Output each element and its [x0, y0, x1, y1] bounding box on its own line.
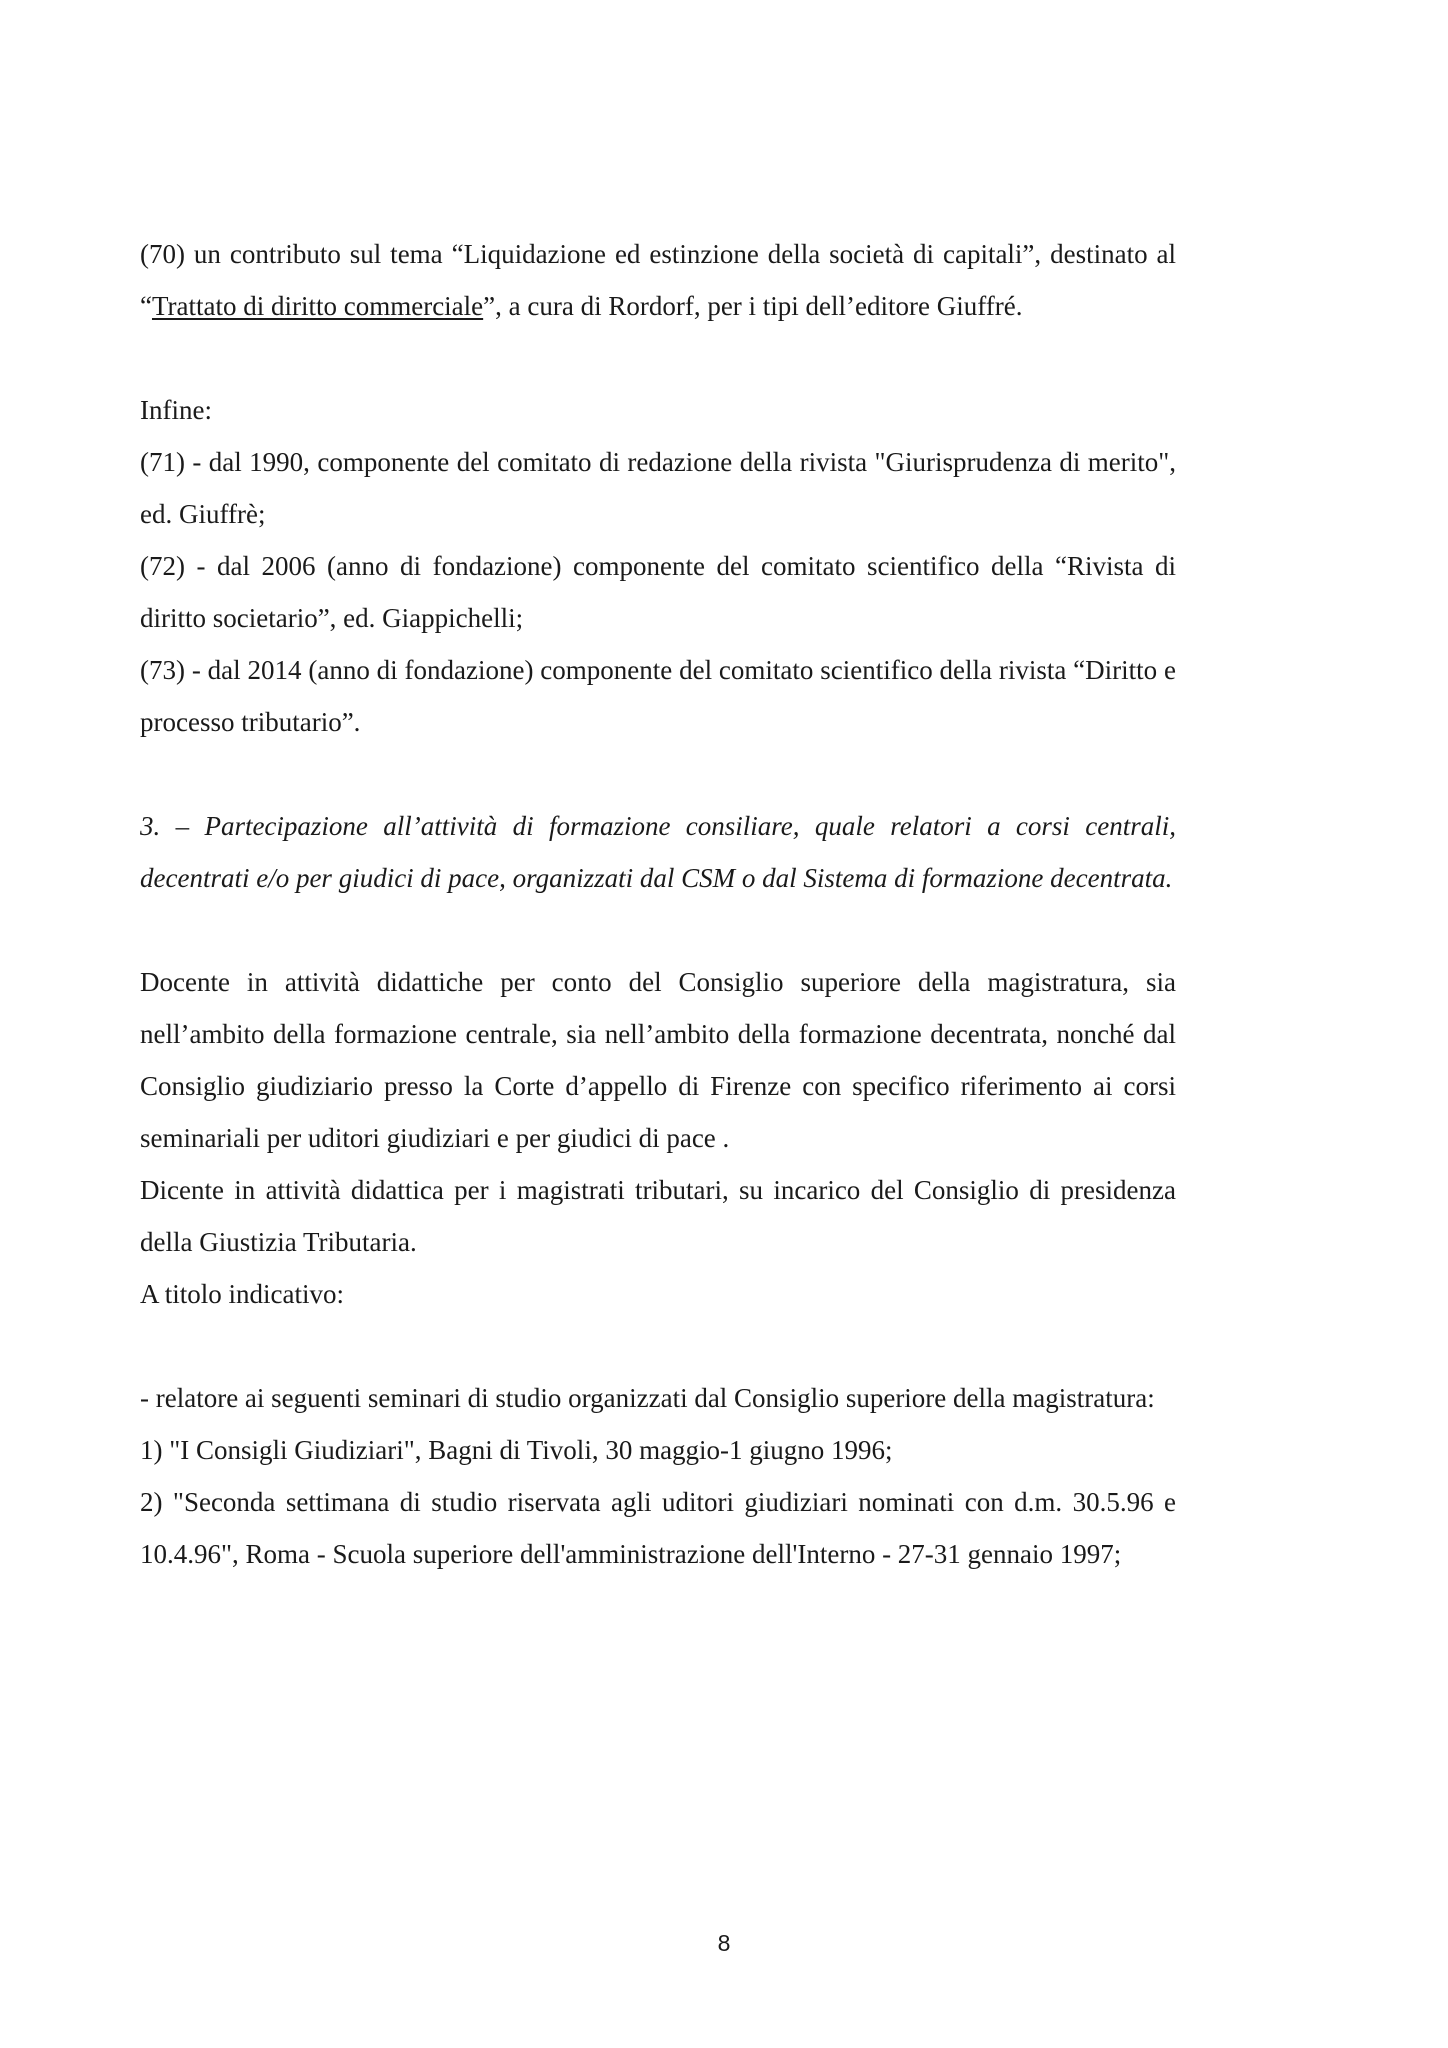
item-70: [140, 228, 1176, 332]
seminar-item-2: 2) "Seconda settimana di studio riservata agli uditori giudiziari nominati con d.m. 30.5.96 e 10.4.96", Roma - Scuola superiore dell'amministrazione dell'Interno - 27-31 gennaio 1997;: [140, 1487, 1176, 1569]
section-3-heading: 3. – Partecipazione all’attività di formazione consiliare, quale relatori a corsi centrali, decentrati e/o per giudici di pace, organizzati dal CSM o dal Sistema di formazione decentrata.: [140, 811, 1176, 893]
seminar-item-1: 1) "I Consigli Giudiziari", Bagni di Tivoli, 30 maggio-1 giugno 1996;: [140, 1435, 893, 1465]
document-body: [140, 228, 1176, 1580]
relatore-intro: - relatore ai seguenti seminari di studio organizzati dal Consiglio superiore della magistratura:: [140, 1383, 1155, 1413]
page-number: 8: [717, 1930, 731, 1956]
item-72: (72) - dal 2006 (anno di fondazione) componente del comitato scientifico della “Rivista di diritto societario”, ed. Giappichelli;: [140, 551, 1176, 633]
item-71: (71) - dal 1990, componente del comitato di redazione della rivista "Giurisprudenza di merito", ed. Giuffrè;: [140, 447, 1176, 529]
item-73: (73) - dal 2014 (anno di fondazione) componente del comitato scientifico della rivista “Diritto e processo tributario”.: [140, 655, 1176, 737]
titolo-label: A titolo indicativo:: [140, 1279, 344, 1309]
item-70-underlined-title: Trattato di diritto commerciale: [151, 291, 484, 321]
docente-paragraph: Docente in attività didattiche per conto del Consiglio superiore della magistratura, sia nell’ambito della formazione centrale, sia nell’ambito della formazione decentrata, nonché dal Consiglio giudiziario presso la Corte d’appello di Firenze con specifico riferimento ai corsi seminariali per uditori giudiziari e per giudici di pace .: [140, 967, 1176, 1153]
item-70-text-start: (70) un contributo sul tema “Liquidazione ed estinzione della società di capitali”, destinato al “: [140, 239, 1176, 321]
item-70-text-end: ”, a cura di Rordorf, per i tipi dell’editore Giuffré.: [483, 291, 1023, 321]
dicente-paragraph: Dicente in attività didattica per i magistrati tributari, su incarico del Consiglio di presidenza della Giustizia Tributaria.: [140, 1175, 1176, 1257]
infine-label: Infine:: [140, 395, 212, 425]
